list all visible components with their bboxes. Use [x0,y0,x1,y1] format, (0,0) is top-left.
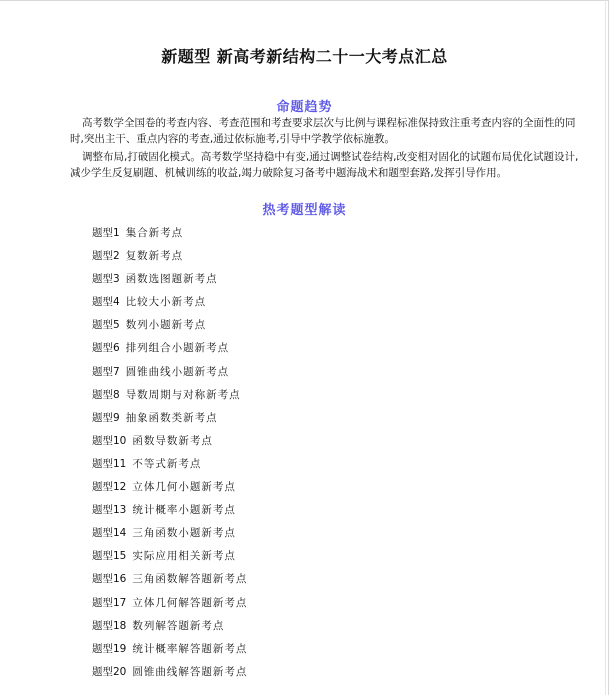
topic-label: 题型8 [92,388,120,401]
trend-paragraph-1: 高考数学全国卷的考查内容、考查范围和考查要求层次与比例与课程标准保持致注重考查内容的全面性的同时,突出主干、重点内容的考查,通过依标施考,引导中学教学依标施教。 [70,117,576,145]
topic-label: 题型12 [92,481,127,494]
topic-label: 题型17 [92,596,127,609]
topic-text: 统计概率小题新考点 [132,504,236,517]
topic-text: 三角函数小题新考点 [132,527,236,540]
topic-label: 题型3 [92,273,120,286]
topic-label: 题型6 [92,342,120,355]
list-item [92,410,247,433]
topic-label: 题型4 [92,296,120,309]
list-item [92,456,247,479]
list-item [92,317,247,340]
topic-text: 圆锥曲线解答题新考点 [132,665,248,678]
topic-text: 复数新考点 [125,250,184,263]
list-item [92,548,247,571]
list-item [92,364,247,387]
document-title: 新题型 新高考新结构二十一大考点汇总 [161,47,448,66]
topic-label: 题型15 [92,550,127,563]
topic-label: 题型18 [92,619,127,632]
topic-text: 排列组合小题新考点 [125,342,230,355]
list-item [92,664,247,687]
topic-text: 统计概率解答题新考点 [132,642,248,655]
list-item [92,525,247,548]
topic-text: 集合新考点 [125,227,184,239]
list-item [92,387,247,410]
trend-paragraph-2: 调整布局,打破固化模式。高考数学坚持稳中有变,通过调整试卷结构,改变相对固化的试题布局优化试题设计,减少学生反复刷题、机械训练的收益,竭力破除复习备考中题海战术和题型套路,发挥引导作用。 [70,151,579,179]
topic-text: 数列解答题新考点 [132,619,225,632]
topic-label: 题型2 [92,250,120,263]
list-item [92,225,247,248]
topic-label: 题型9 [92,411,120,424]
list-item [92,502,247,525]
topic-label: 题型5 [92,319,120,332]
list-item [92,294,247,317]
topic-text: 函数选图题新考点 [125,273,218,286]
topic-text: 圆锥曲线小题新考点 [125,365,230,378]
topic-text: 三角函数解答题新考点 [132,573,248,586]
topic-text: 实际应用相关新考点 [132,550,236,563]
list-item [92,571,247,594]
topic-text: 立体几何小题新考点 [132,481,236,494]
list-item [92,479,247,502]
topic-label: 题型7 [92,365,120,378]
topic-list [92,225,247,687]
page-top-edge [0,0,609,1]
topic-text: 立体几何解答题新考点 [132,596,248,609]
trend-heading: 命题趋势 [276,100,333,115]
topic-label: 题型16 [92,573,127,586]
topic-text: 数列小题新考点 [125,319,207,332]
list-item [92,248,247,271]
list-item [92,271,247,294]
topic-label: 题型14 [92,527,127,540]
topic-label: 题型1 [92,227,120,239]
topic-text: 抽象函数类新考点 [125,411,218,424]
topic-label: 题型20 [92,665,127,678]
list-item [92,340,247,363]
topic-label: 题型19 [92,642,127,655]
list-item [92,641,247,664]
list-item [92,595,247,618]
hot-topics-heading: 热考题型解读 [262,203,347,218]
topic-label: 题型10 [92,434,127,447]
topic-text: 导数周期与对称新考点 [125,388,241,401]
topic-label: 题型13 [92,504,127,517]
list-item [92,433,247,456]
topic-text: 不等式新考点 [132,457,202,470]
list-item [92,618,247,641]
topic-text: 函数导数新考点 [132,434,213,447]
topic-label: 题型11 [92,457,127,470]
topic-text: 比较大小新考点 [125,296,207,309]
